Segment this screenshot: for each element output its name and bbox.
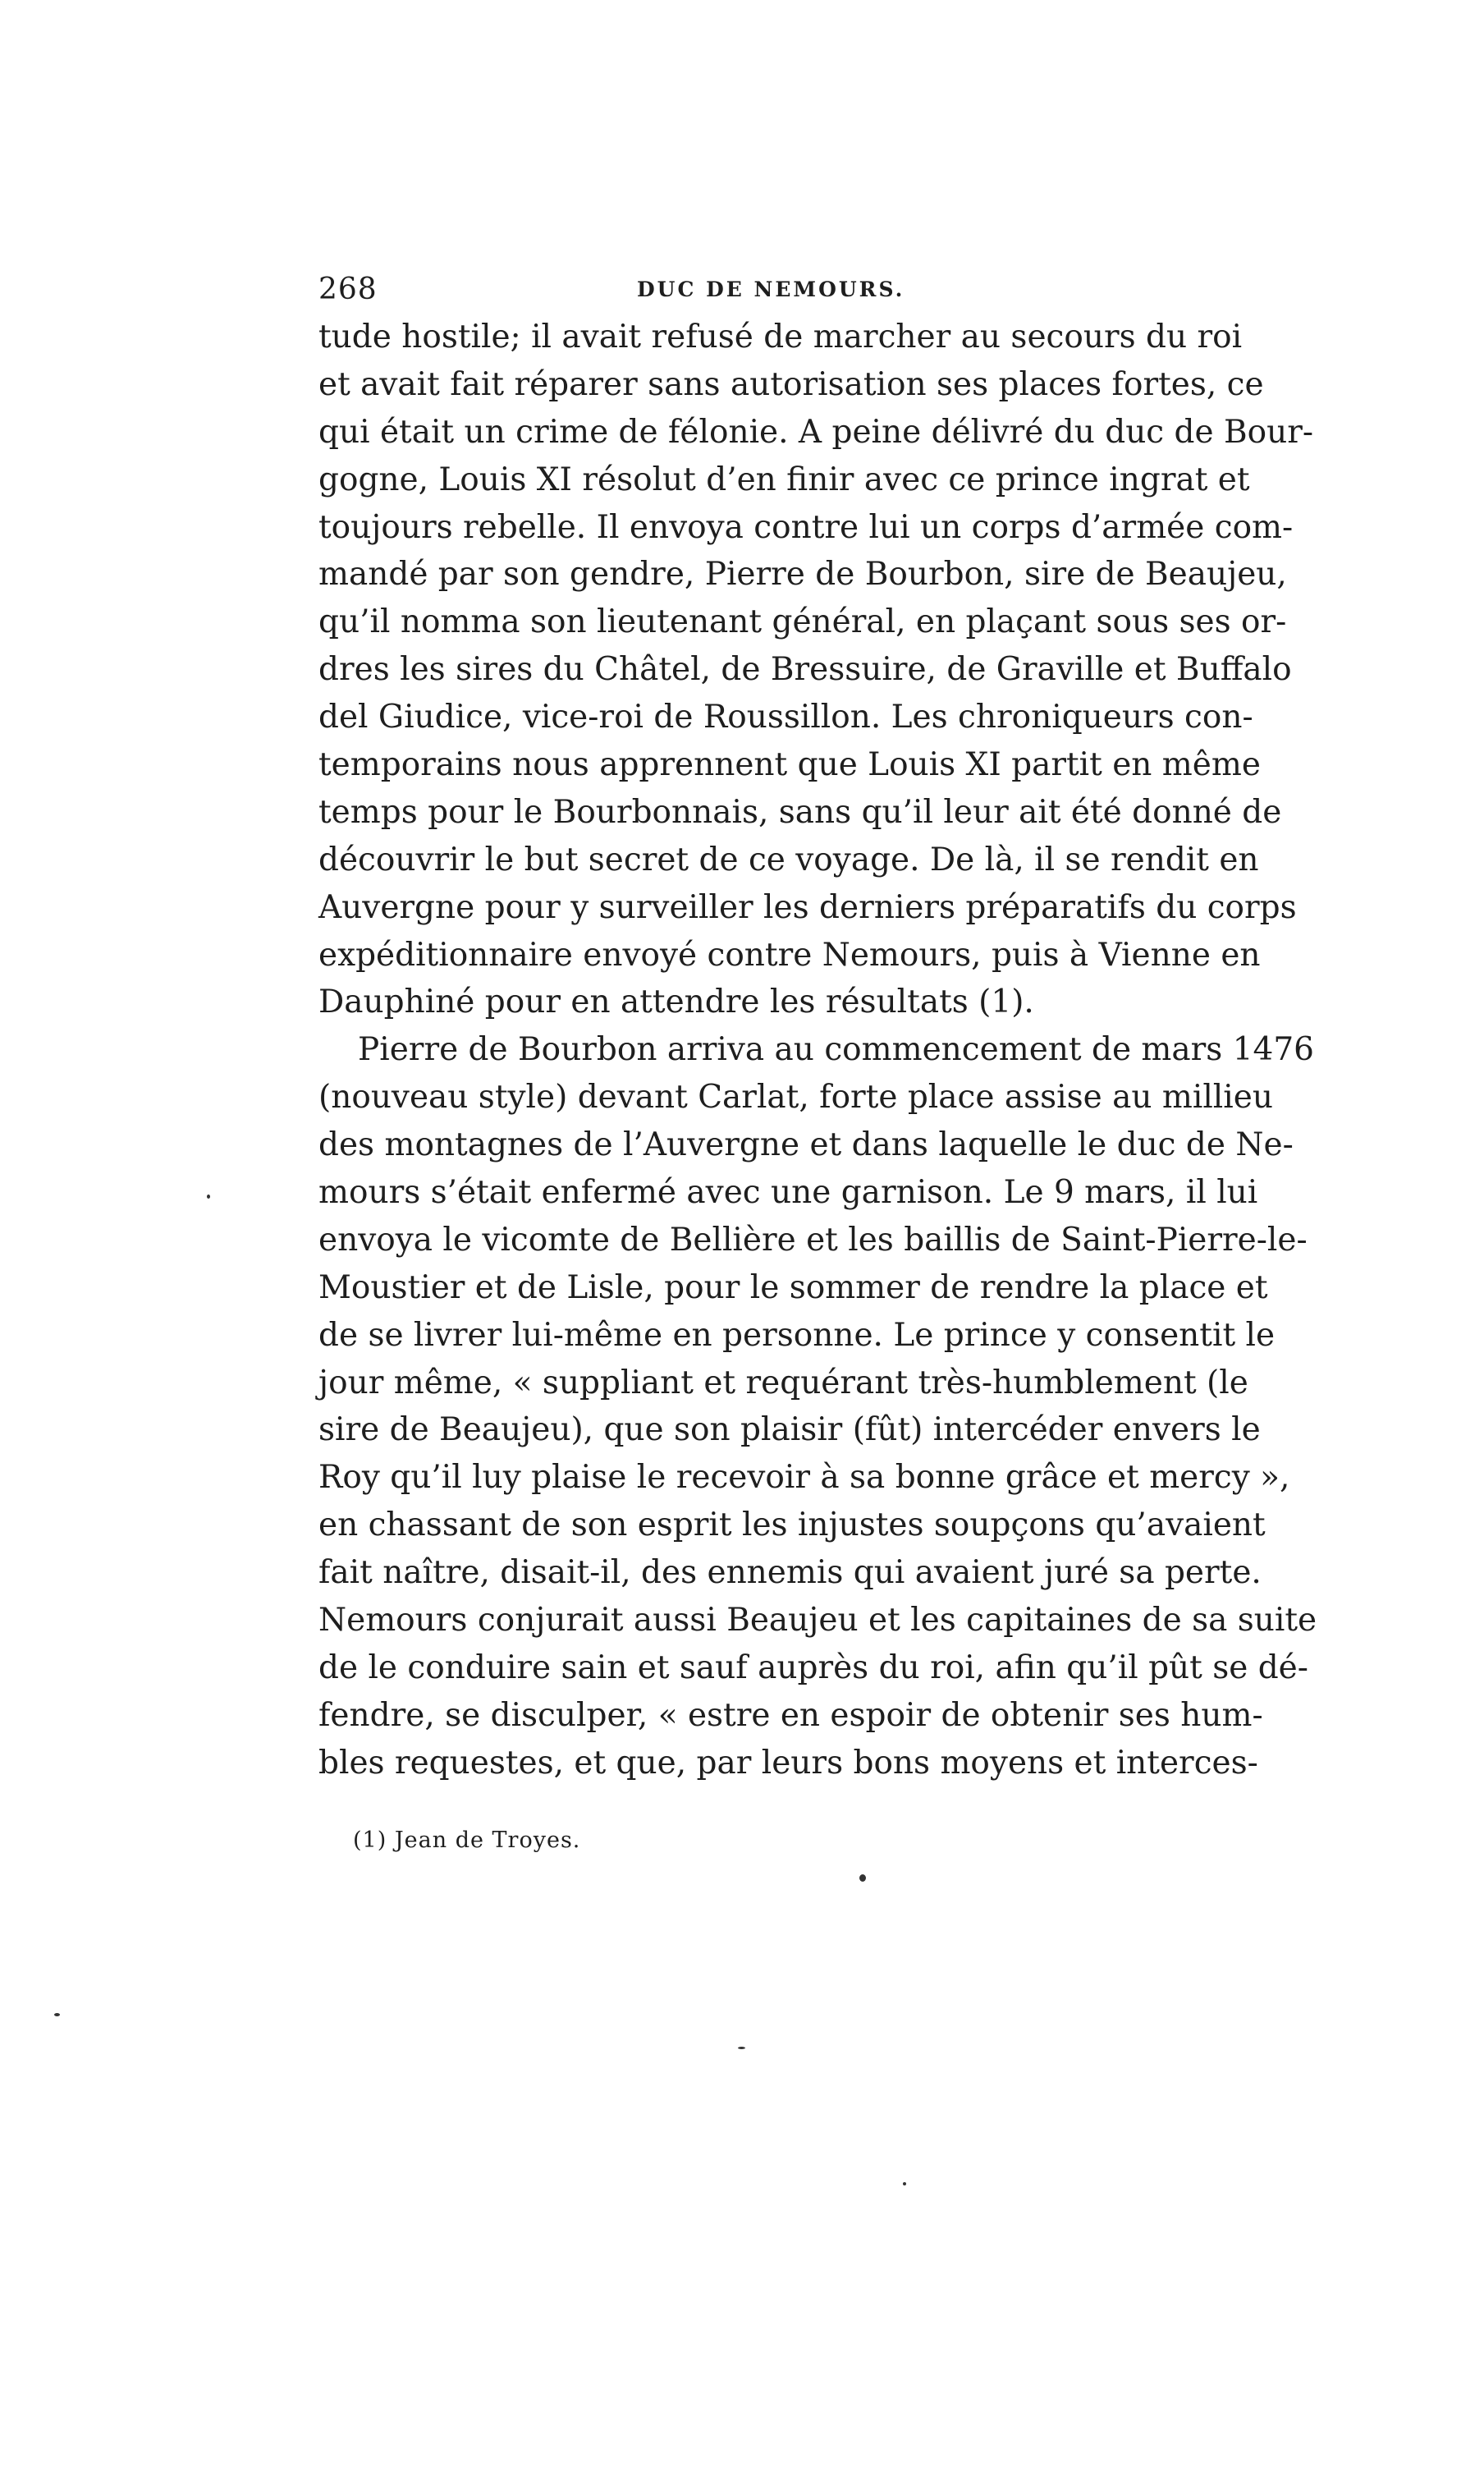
text-line: temps pour le Bourbonnais, sans qu’il leur ait été donné de xyxy=(318,793,1282,831)
scan-speck xyxy=(859,1874,866,1882)
text-line: (nouveau style) devant Carlat, forte place assise au millieu xyxy=(318,1079,1273,1117)
text-line: fendre, se disculper, « estre en espoir de obtenir ses hum- xyxy=(318,1696,1263,1734)
text-line: Nemours conjurait aussi Beaujeu et les capitaines de sa suite xyxy=(318,1602,1317,1639)
text-line: sire de Beaujeu), que son plaisir (fût) intercéder envers le xyxy=(318,1411,1261,1449)
text-line: expéditionnaire envoyé contre Nemours, puis à Vienne en xyxy=(318,936,1261,974)
text-line: mandé par son gendre, Pierre de Bourbon, sire de Beaujeu, xyxy=(318,556,1287,594)
scan-speck xyxy=(738,2047,745,2049)
text-line: gogne, Louis XI résolut d’en finir avec ce prince ingrat et xyxy=(318,461,1250,498)
text-line: des montagnes de l’Auvergne et dans laquelle le duc de Ne- xyxy=(318,1126,1294,1164)
text-line: Pierre de Bourbon arriva au commencement de mars 1476 xyxy=(358,1031,1314,1069)
text-line: Auvergne pour y surveiller les derniers préparatifs du corps xyxy=(318,888,1297,926)
text-line: qu’il nomma son lieutenant général, en plaçant sous ses or- xyxy=(318,603,1287,641)
footnote: (1) Jean de Troyes. xyxy=(353,1828,581,1853)
text-line: Roy qu’il luy plaise le recevoir à sa bonne grâce et mercy », xyxy=(318,1459,1290,1497)
paragraph xyxy=(318,314,1314,1026)
text-line: bles requestes, et que, par leurs bons moyens et interces- xyxy=(318,1744,1258,1782)
text-line: découvrir le but secret de ce voyage. De là, il se rendit en xyxy=(318,841,1259,878)
text-line: mours s’était enfermé avec une garnison. Le 9 mars, il lui xyxy=(318,1174,1258,1212)
text-line: et avait fait réparer sans autorisation ses places fortes, ce xyxy=(318,365,1264,403)
text-line: toujours rebelle. Il envoya contre lui un corps d’armée com- xyxy=(318,508,1294,546)
paragraph xyxy=(318,1026,1317,1786)
book-page xyxy=(318,261,1317,1787)
body-text xyxy=(318,314,1317,1787)
scan-speck xyxy=(54,2013,60,2016)
text-line: qui était un crime de félonie. A peine délivré du duc de Bour- xyxy=(318,413,1314,451)
text-line: del Giudice, vice-roi de Roussillon. Les chroniqueurs con- xyxy=(318,699,1253,736)
text-line: Dauphiné pour en attendre les résultats (1). xyxy=(318,984,1034,1021)
text-line: dres les sires du Châtel, de Bressuire, de Graville et Buffalo xyxy=(318,651,1292,689)
text-line: Moustier et de Lisle, pour le sommer de rendre la place et xyxy=(318,1268,1268,1306)
scan-speck xyxy=(207,1195,210,1199)
text-line: envoya le vicomte de Bellière et les baillis de Saint-Pierre-le- xyxy=(318,1221,1308,1259)
text-line: fait naître, disait-il, des ennemis qui avaient juré sa perte. xyxy=(318,1554,1262,1592)
running-title: DUC DE NEMOURS. xyxy=(637,277,905,301)
running-head xyxy=(318,261,1207,307)
text-line: tude hostile; il avait refusé de marcher au secours du roi xyxy=(318,319,1243,355)
text-line: jour même, « suppliant et requérant très-humblement (le xyxy=(318,1364,1248,1401)
text-line: temporains nous apprennent que Louis XI partit en même xyxy=(318,746,1261,784)
text-line: de se livrer lui-même en personne. Le prince y consentit le xyxy=(318,1316,1276,1354)
page-number: 268 xyxy=(318,273,378,306)
text-line: en chassant de son esprit les injustes soupçons qu’avaient xyxy=(318,1506,1266,1544)
scan-speck xyxy=(903,2182,906,2185)
text-line: de le conduire sain et sauf auprès du roi, afin qu’il pût se dé- xyxy=(318,1649,1308,1686)
